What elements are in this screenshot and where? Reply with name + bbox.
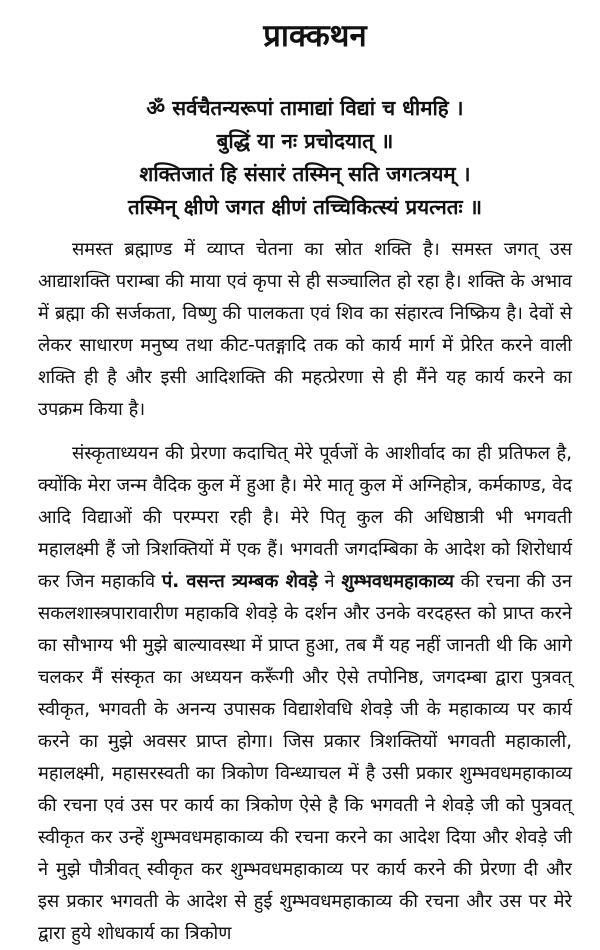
- paragraph-two: [38, 438, 572, 950]
- page-title: प्राक्कथन: [263, 18, 367, 54]
- poet-name: पं. वसन्त त्र्यम्बक शेवड़े: [161, 571, 318, 592]
- paragraph-two-text-a: संस्कृताध्ययन की प्रेरणा कदाचित् मेरे पूर्वजों के आशीर्वाद का ही प्रतिफल है, क्योंकि मेरा जन्म वैदिक कुल में हुआ है। मेरे मातृ कुल में अग्निहोत्र, कर्मकाण्ड, वेद आदि विद्याओं की परम्परा रही है। मेरे पितृ कुल की अधिष्ठात्री भी भगवती महालक्ष्मी हैं जो त्रिशक्तियों में एक हैं। भगवती जगदम्बिका के आदेश को शिरोधार्य कर जिन महाकवि: [38, 443, 572, 592]
- verse-block: [38, 92, 572, 224]
- paragraph-two-text-c: की रचना की उन सकलशास्त्रपारावारीण महाकवि शेवड़े के दर्शन और उनके वरदहस्त को प्राप्त करने का सौभाग्य भी मुझे बाल्यावस्था में प्राप्त हुआ, तब मैं यह नहीं जानती थी कि आगे चलकर मैं संस्कृत का अध्ययन करूँगी और ऐसे तपोनिष्ठ, जगदम्बा द्वारा पुत्रवत् स्वीकृत, भगवती के अनन्य उपासक विद्याशेवधि शेवड़े जी के महाकाव्य पर कार्य करने का मुझे अवसर प्राप्त होगा। जिस प्रकार त्रिशक्तियों भगवती महाकाली, महालक्ष्मी, महासरस्वती का त्रिकोण विन्ध्याचल में है उसी प्रकार शुम्भवधमहाकाव्य की रचना एवं उस पर कार्य का त्रिकोण ऐसे है कि भगवती ने शेवड़े जी को पुत्रवत् स्वीकृत कर उन्हें शुम्भवधमहाकाव्य की रचना करने का आदेश दिया और शेवड़े जी ने मुझे पौत्रीवत् स्वीकृत कर शुम्भवधमहाकाव्य पर कार्य करने की प्रेरणा दी और इस प्रकार भगवती के आदेश से हुई शुम्भवधमहाकाव्य की रचना और उस पर मेरे द्वारा हुये शोधकार्य का त्रिकोण: [38, 571, 572, 944]
- verse-line: बुद्धिं या नः प्रचोदयात् ॥: [216, 129, 394, 153]
- verse-line: ॐ सर्वचैतन्यरूपां तामाद्यां विद्यां च धीमहि ।: [146, 96, 464, 120]
- verse-line: तस्मिन् क्षीणे जगत क्षीणं तच्चिकित्स्यं प्रयत्नतः ॥: [127, 195, 483, 219]
- paragraph-one: समस्त ब्रह्माण्ड में व्याप्त चेतना का स्रोत शक्ति है। समस्त जगत् उस आद्याशक्ति पराम्बा की माया एवं कृपा से ही सञ्चालित हो रहा है। शक्ति के अभाव में ब्रह्मा की सर्जकता, विष्णु की पालकता एवं शिव का संहारत्व निष्क्रिय है। देवों से लेकर साधारण मनुष्य तथा कीट-पतङ्गादि तक को कार्य मार्ग में प्रेरित करने वाली शक्ति ही है और इसी आदिशक्ति की महत्प्रेरणा से ही मैंने यह कार्य करने का उपक्रम किया है।: [38, 239, 572, 420]
- epic-title: शुम्भवधमहाकाव्य: [341, 571, 454, 592]
- verse-line: शक्तिजातं हि संसारं तस्मिन् सति जगत्त्रयम् ।: [139, 162, 471, 186]
- paragraph-two-text-b: ने: [317, 571, 342, 592]
